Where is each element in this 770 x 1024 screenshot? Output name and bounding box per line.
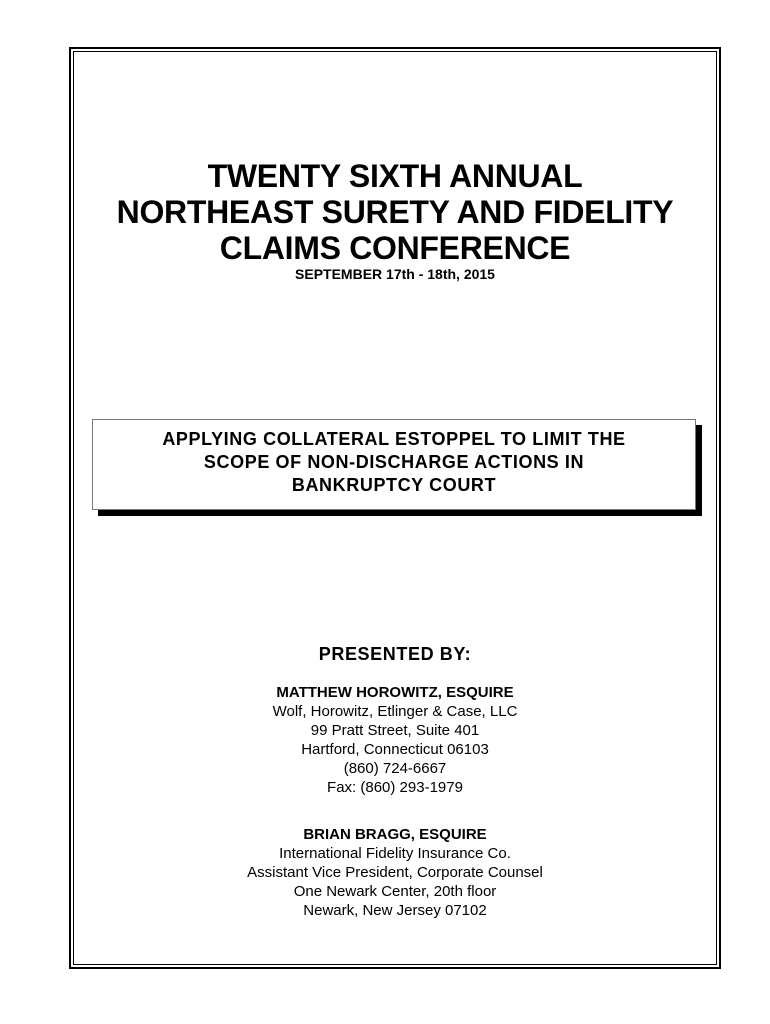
presenter-block <box>73 825 717 920</box>
topic-title-line: SCOPE OF NON-DISCHARGE ACTIONS IN <box>203 452 585 472</box>
presenter-position: Assistant Vice President, Corporate Counsel <box>247 864 543 881</box>
topic-title <box>92 428 696 497</box>
conference-dates: SEPTEMBER 17th - 18th, 2015 <box>295 266 495 282</box>
presenter-fax: Fax: (860) 293-1979 <box>327 779 463 796</box>
topic-title-line: BANKRUPTCY COURT <box>291 475 497 495</box>
presenter-city: Hartford, Connecticut 06103 <box>301 741 489 758</box>
presenter-firm: Wolf, Horowitz, Etlinger & Case, LLC <box>272 703 518 720</box>
presenter-address: 99 Pratt Street, Suite 401 <box>310 722 480 739</box>
presenter-name: BRIAN BRAGG, ESQUIRE <box>303 826 487 843</box>
conference-title <box>73 158 717 266</box>
presenter-name: MATTHEW HOROWITZ, ESQUIRE <box>276 684 514 701</box>
conference-title-line: TWENTY SIXTH ANNUAL <box>207 158 583 194</box>
conference-title-line: NORTHEAST SURETY AND FIDELITY <box>116 194 674 230</box>
topic-title-line: APPLYING COLLATERAL ESTOPPEL TO LIMIT THE <box>162 429 626 449</box>
presenter-city: Newark, New Jersey 07102 <box>303 902 487 919</box>
presenter-company: International Fidelity Insurance Co. <box>279 845 511 862</box>
presenter-address: One Newark Center, 20th floor <box>293 883 497 900</box>
presenter-phone: (860) 724-6667 <box>343 760 447 777</box>
conference-title-line: CLAIMS CONFERENCE <box>219 230 571 266</box>
presented-by-heading: PRESENTED BY: <box>318 644 472 664</box>
presenter-block <box>73 683 717 797</box>
